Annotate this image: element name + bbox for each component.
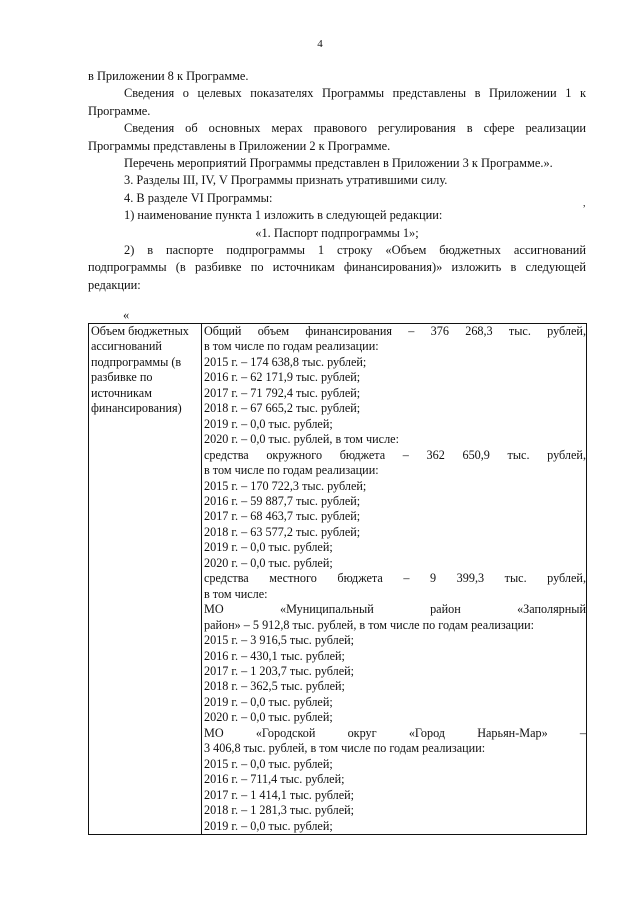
paragraph: 3. Разделы III, IV, V Программы признать утратившими силу.	[124, 173, 448, 188]
paragraph: 2) в паспорте подпрограммы 1 строку «Объем бюджетных ассигнований подпрограммы (в разбивке по источникам финансирования)» изложить в следующей редакции:	[88, 243, 586, 292]
value-line: 2018 г. – 63 577,2 тыс. рублей;	[204, 524, 361, 539]
value-line: 2015 г. – 0,0 тыс. рублей;	[204, 756, 333, 771]
value-line: МО «Муниципальный район «Заполярный	[204, 602, 586, 617]
paragraph: Сведения о целевых показателях Программы представлены в Приложении 1 к Программе.	[88, 86, 586, 118]
value-line: 2019 г. – 0,0 тыс. рублей;	[204, 818, 333, 833]
value-line: 2015 г. – 3 916,5 тыс. рублей;	[204, 633, 355, 648]
value-line: 2020 г. – 0,0 тыс. рублей;	[204, 555, 333, 570]
value-line: в том числе:	[204, 586, 268, 601]
value-line: 2017 г. – 71 792,4 тыс. рублей;	[204, 385, 361, 400]
value-line: 2017 г. – 68 463,7 тыс. рублей;	[204, 509, 361, 524]
value-line: средства местного бюджета – 9 399,3 тыс. рублей,	[204, 571, 586, 586]
opening-quote: «	[123, 308, 130, 322]
value-line: 2019 г. – 0,0 тыс. рублей;	[204, 694, 333, 709]
value-line: 2015 г. – 174 638,8 тыс. рублей;	[204, 354, 367, 369]
margin-mark: ,	[583, 198, 586, 209]
paragraph: Перечень мероприятий Программы представлен в Приложении 3 к Программе.».	[124, 156, 553, 171]
value-line: 2019 г. – 0,0 тыс. рублей;	[204, 416, 333, 431]
value-line: 2016 г. – 59 887,7 тыс. рублей;	[204, 493, 361, 508]
page-number: 4	[317, 38, 323, 50]
value-line: 2018 г. – 67 665,2 тыс. рублей;	[204, 401, 361, 416]
value-line: Общий объем финансирования – 376 268,3 тыс. рублей,	[204, 324, 586, 338]
row-label-cell: Объем бюджетных ассигнований подпрограммы (в разбивке по источникам финансирования)	[89, 324, 202, 835]
value-line: средства окружного бюджета – 362 650,9 тыс. рублей,	[204, 447, 586, 462]
value-line: 2017 г. – 1 414,1 тыс. рублей;	[204, 787, 355, 802]
value-line: 2018 г. – 1 281,3 тыс. рублей;	[204, 803, 355, 818]
paragraph: Сведения об основных мерах правового регулирования в сфере реализации Программы представлены в Приложении 2 к Программе.	[88, 121, 586, 153]
value-line: 3 406,8 тыс. рублей, в том числе по годам реализации:	[204, 741, 486, 756]
table-row	[89, 324, 587, 835]
paragraph: 1) наименование пункта 1 изложить в следующей редакции:	[124, 208, 443, 223]
value-line: в том числе по годам реализации:	[204, 339, 379, 354]
value-line: район» – 5 912,8 тыс. рублей, в том числе по годам реализации:	[204, 617, 535, 632]
passport-table	[88, 323, 587, 835]
value-line: 2016 г. – 430,1 тыс. рублей;	[204, 648, 345, 663]
paragraph-centered: «1. Паспорт подпрограммы 1»;	[255, 225, 419, 240]
value-line: 2017 г. – 1 203,7 тыс. рублей;	[204, 663, 355, 678]
paragraph: в Приложении 8 к Программе.	[88, 69, 249, 83]
row-value-cell	[202, 324, 587, 835]
value-line: 2020 г. – 0,0 тыс. рублей;	[204, 710, 333, 725]
value-line: 2016 г. – 711,4 тыс. рублей;	[204, 772, 345, 787]
value-line: 2015 г. – 170 722,3 тыс. рублей;	[204, 478, 367, 493]
value-line: 2016 г. – 62 171,9 тыс. рублей;	[204, 370, 361, 385]
value-line: в том числе по годам реализации:	[204, 463, 379, 478]
paragraph: 4. В разделе VI Программы:	[124, 190, 273, 205]
document-body	[88, 68, 586, 294]
value-line: 2019 г. – 0,0 тыс. рублей;	[204, 540, 333, 555]
value-line: 2018 г. – 362,5 тыс. рублей;	[204, 679, 345, 694]
value-line: МО «Городской округ «Город Нарьян-Мар» –	[204, 725, 586, 740]
value-line: 2020 г. – 0,0 тыс. рублей, в том числе:	[204, 432, 399, 447]
